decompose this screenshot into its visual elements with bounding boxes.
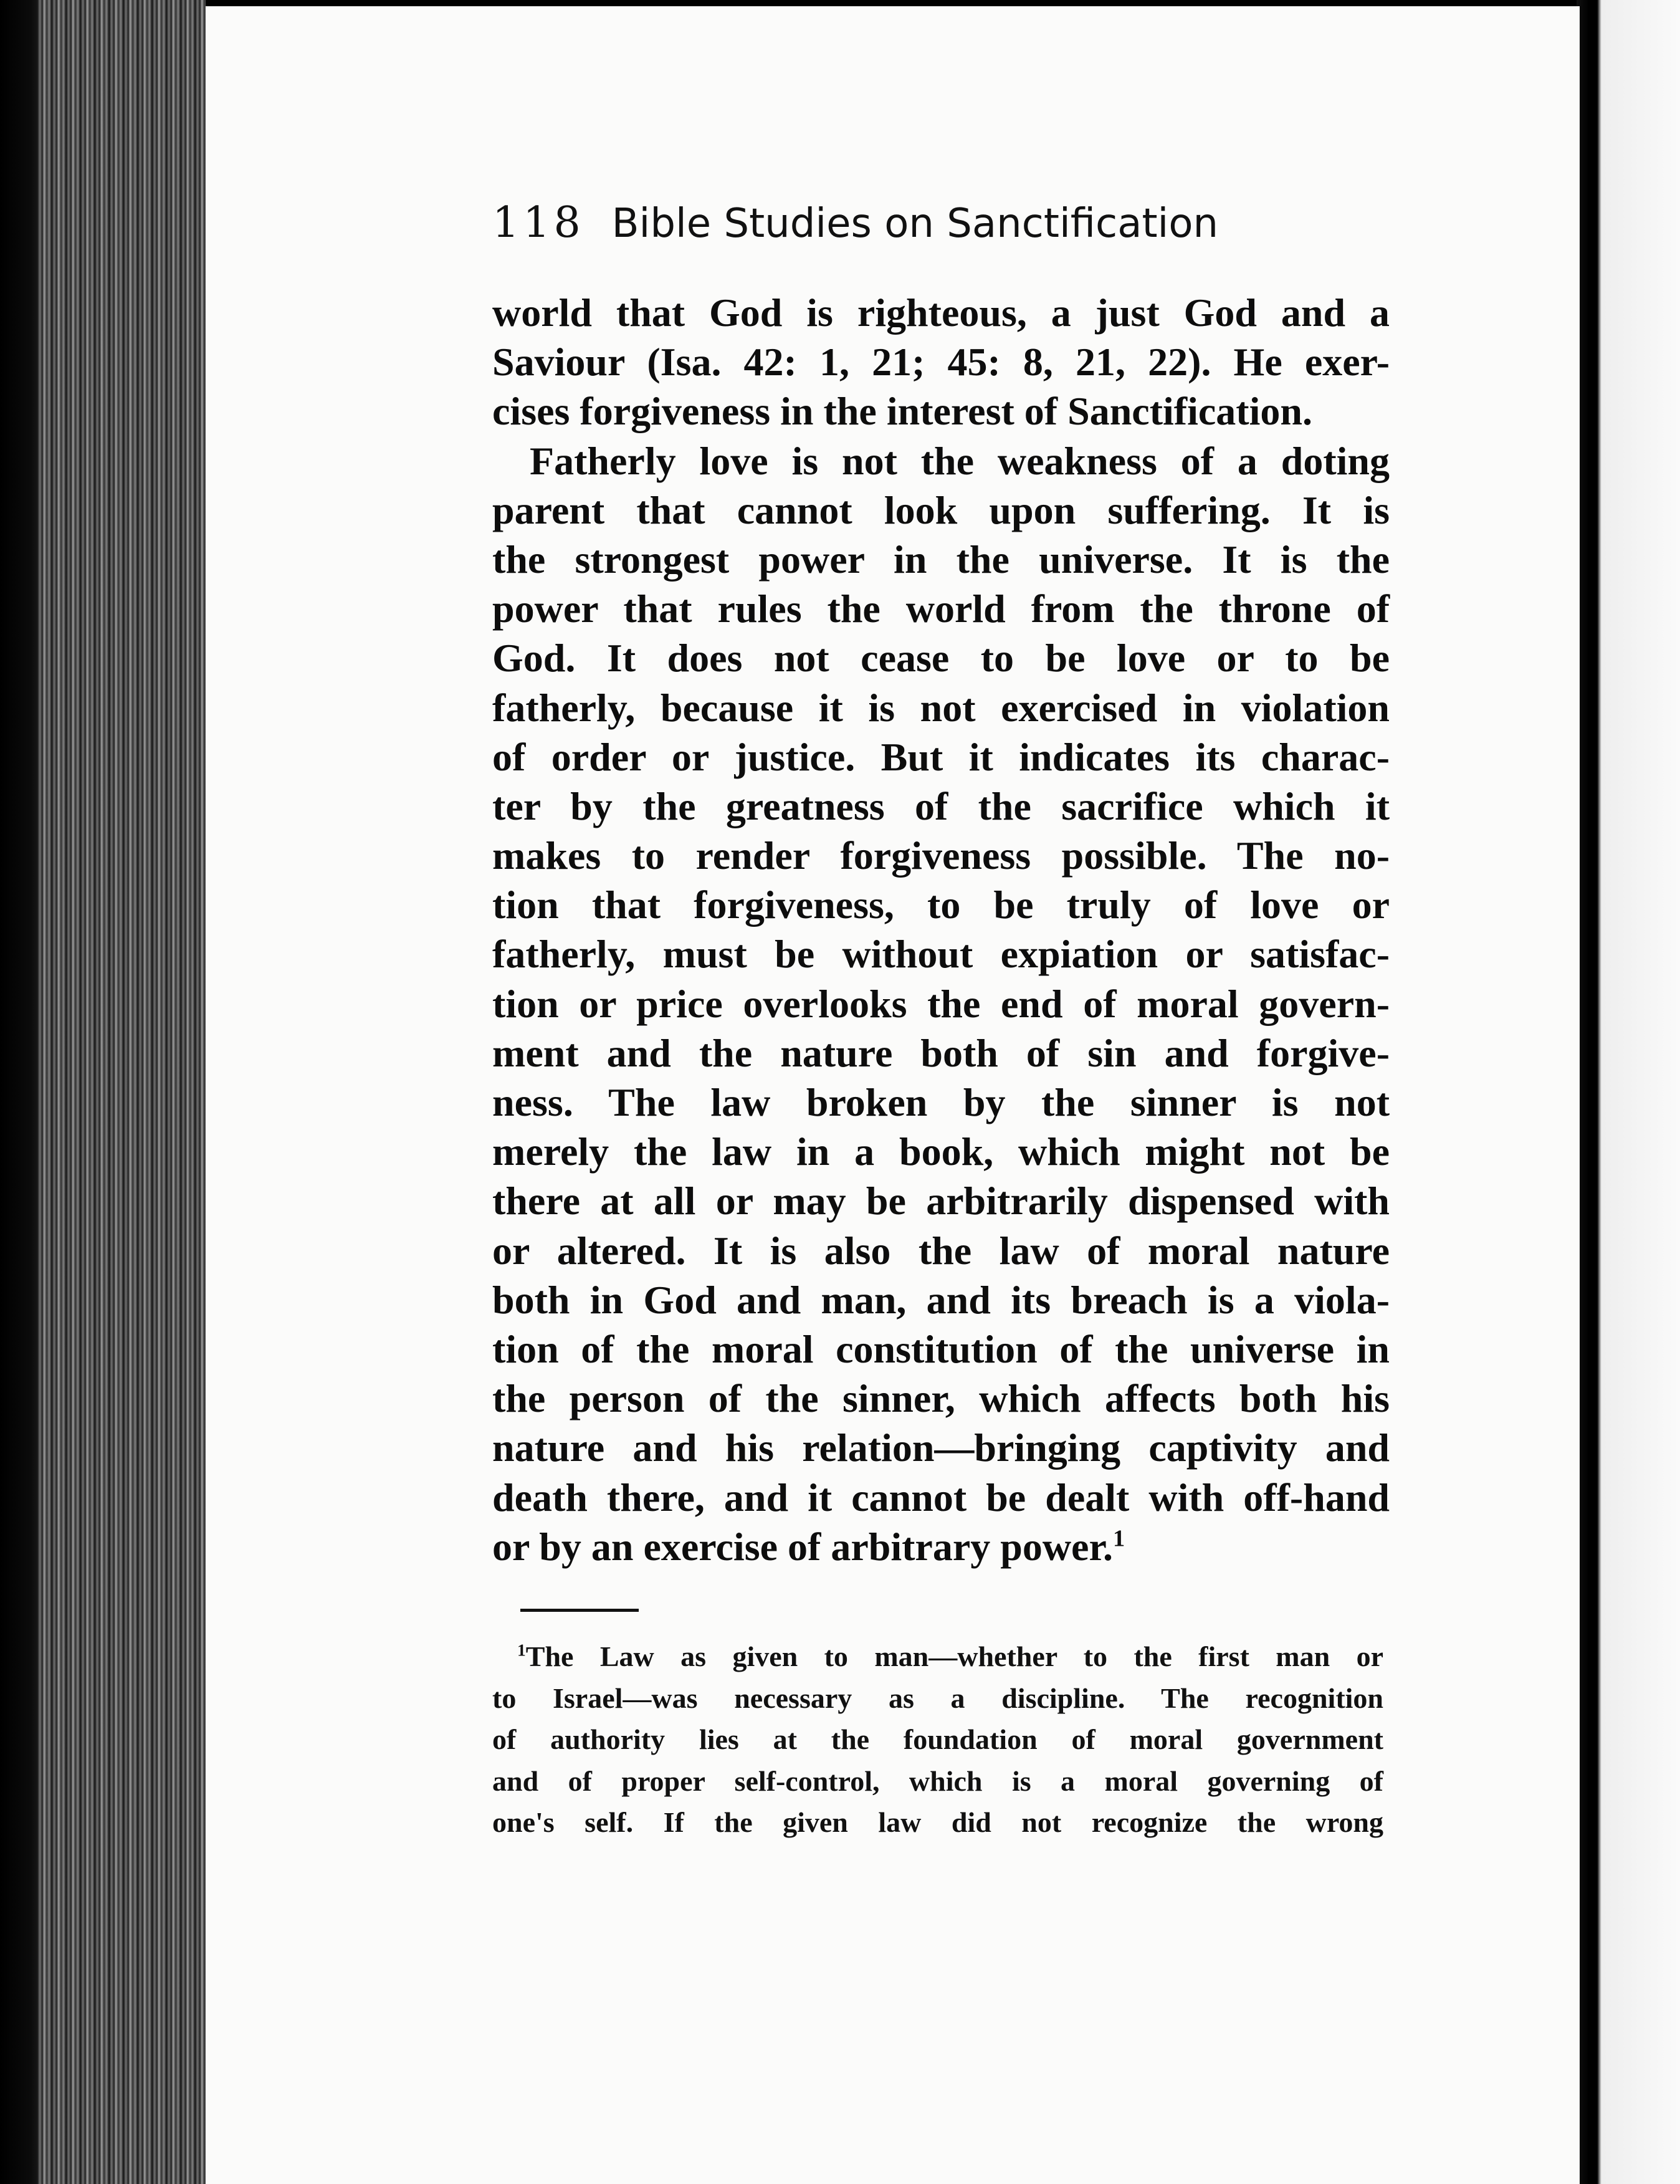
footnotes <box>492 1636 1383 1844</box>
text-line: merely the law in a book, which might not be <box>492 1129 1390 1174</box>
text-line: of order or justice. But it indicates its charac- <box>492 734 1390 779</box>
text-line: nature and his relation—bringing captivity and <box>492 1425 1390 1470</box>
footnote-reference: 1 <box>1112 1525 1125 1552</box>
text-line: fatherly, because it is not exercised in violation <box>492 685 1390 730</box>
footnote-marker: 1 <box>517 1640 526 1660</box>
footnote-line-content: The Law as given to man—whether to the first man or <box>525 1640 1383 1672</box>
footnote-divider <box>520 1609 639 1612</box>
text-line: God. It does not cease to be love or to be <box>492 636 1390 681</box>
right-page-edge <box>1577 0 1680 2184</box>
text-line: world that God is righteous, a just God and a <box>492 290 1390 335</box>
text-line: Fatherly love is not the weakness of a doting <box>530 438 1390 483</box>
text-line: both in God and man, and its breach is a viola- <box>492 1277 1390 1322</box>
footnote-line: and of proper self-control, which is a moral governing of <box>492 1765 1383 1797</box>
text-line-content: or by an exercise of arbitrary power. <box>492 1524 1113 1569</box>
page-number: 118 <box>492 198 585 247</box>
footnote-line: to Israel—was necessary as a discipline. The recognition <box>492 1682 1383 1714</box>
text-line: parent that cannot look upon suffering. It is <box>492 487 1390 532</box>
text-line: the person of the sinner, which affects both his <box>492 1376 1390 1421</box>
text-line-last <box>492 1522 1390 1571</box>
running-title: Bible Studies on Sanctification <box>611 201 1219 247</box>
text-line: ness. The law broken by the sinner is not <box>492 1080 1390 1124</box>
footnote-line: one's self. If the given law did not recognize the wrong <box>492 1806 1383 1839</box>
text-line: tion that forgiveness, to be truly of love or <box>492 883 1390 927</box>
text-line: power that rules the world from the throne of <box>492 587 1390 631</box>
text-line: ter by the greatness of the sacrifice which it <box>492 783 1390 828</box>
text-line: ment and the nature both of sin and forgive- <box>492 1030 1390 1075</box>
text-line: tion or price overlooks the end of moral govern- <box>492 981 1390 1026</box>
body-text <box>492 288 1390 1571</box>
text-line: cises forgiveness in the interest of Sanctification. <box>492 389 1312 434</box>
text-line: or altered. It is also the law of moral nature <box>492 1228 1390 1273</box>
text-line: the strongest power in the universe. It is the <box>492 537 1390 582</box>
footnote-line: of authority lies at the foundation of moral government <box>492 1723 1383 1756</box>
text-line: there at all or may be arbitrarily dispensed with <box>492 1179 1390 1224</box>
text-line: death there, and it cannot be dealt with off-hand <box>492 1475 1390 1520</box>
book-page-edges <box>37 0 206 2184</box>
text-line: makes to render forgiveness possible. The no- <box>492 833 1390 878</box>
text-line: Saviour (Isa. 42: 1, 21; 45: 8, 21, 22). He exer- <box>492 340 1390 385</box>
footnote-line <box>492 1636 1383 1678</box>
text-line: fatherly, must be without expiation or satisfac- <box>492 932 1390 977</box>
page-header <box>492 198 1302 254</box>
text-line: tion of the moral constitution of the universe in <box>492 1326 1390 1371</box>
